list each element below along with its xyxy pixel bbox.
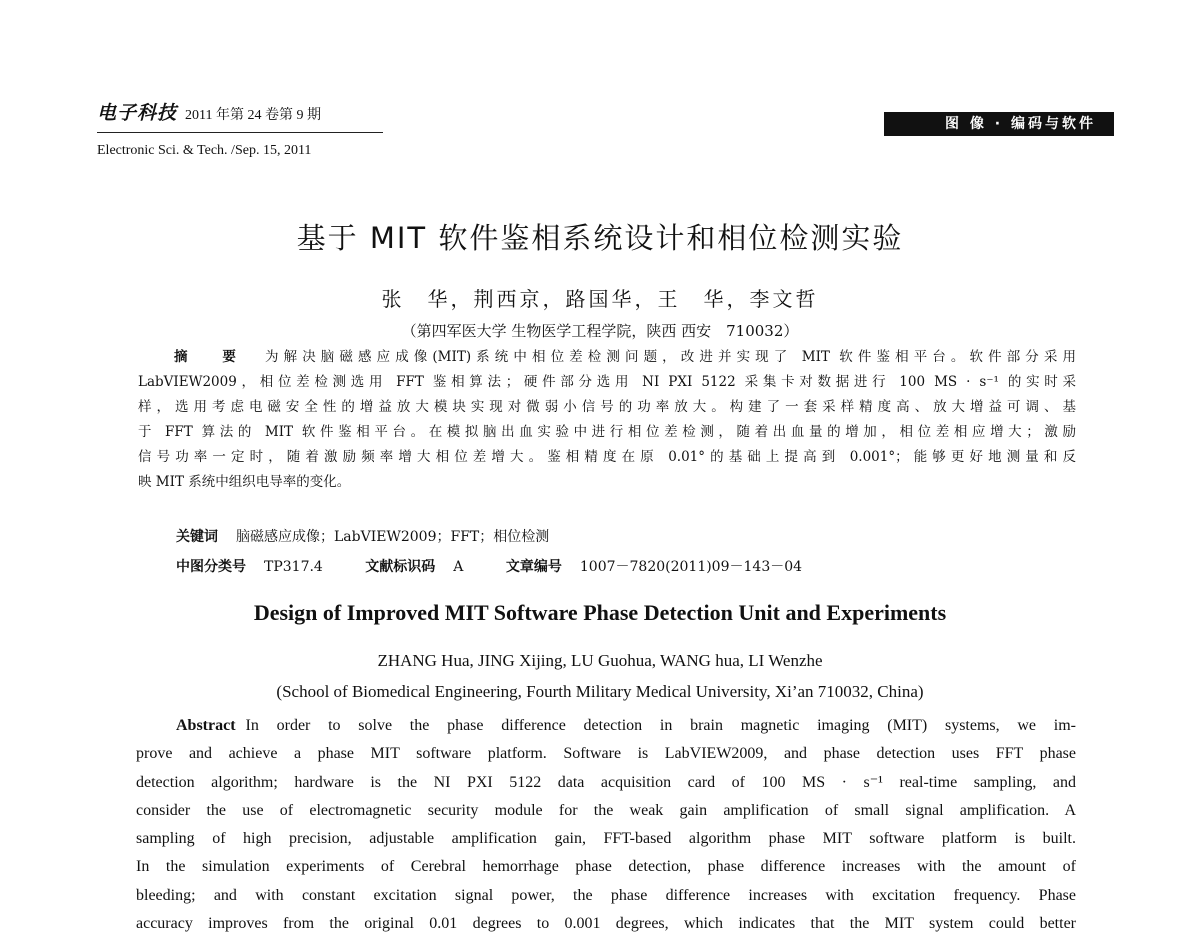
abstract-en-line: sampling of high precision, adjustable amplification gain, FFT-based algorithm phase MIT software platform is built. <box>136 830 1076 848</box>
journal-line <box>97 98 383 125</box>
journal-logo: 电子科技 <box>97 102 178 124</box>
abstract-cn-line: 摘 要 为解决脑磁感应成像(MIT)系统中相位差检测问题，改进并实现了 MIT 软件鉴相平台。软件部分采用 <box>174 349 1076 365</box>
journal-english-line: Electronic Sci. & Tech. /Sep. 15, 2011 <box>97 143 312 158</box>
abstract-cn-line: 映 MIT 系统中组织电导率的变化。 <box>138 474 351 490</box>
keywords-label: 关键词 <box>176 529 218 545</box>
abstract-cn-line: 于 FFT 算法的 MIT 软件鉴相平台。在模拟脑出血实验中进行相位差检测，随着出血量的增加，相位差相应增大；激励 <box>138 424 1076 440</box>
abstract-en-line: detection algorithm; hardware is the NI PXI 5122 data acquisition card of 100 MS · s⁻¹ real-time sampling, and <box>136 773 1076 791</box>
article-no-value: 1007－7820(2011)09－143－04 <box>579 559 803 575</box>
header-divider <box>97 132 383 133</box>
abstract-en-label: Abstract <box>176 717 236 734</box>
section-tag: 图 像 · 编码与软件 <box>884 112 1114 136</box>
abstract-en-line: bleeding; and with constant excitation signal power, the phase difference increases with excitation frequency. Phase <box>136 886 1076 904</box>
abstract-en-line: accuracy improves from the original 0.01 degrees to 0.001 degrees, which indicates that the MIT system could better <box>136 915 1076 933</box>
abstract-chinese <box>138 345 1076 495</box>
abstract-cn-label: 摘 要 <box>174 349 251 365</box>
clc-label: 中图分类号 <box>176 559 246 575</box>
affiliation-english: (School of Biomedical Engineering, Fourth Military Medical University, Xi’an 710032, China) <box>276 682 924 701</box>
abstract-cn-line: 信号功率一定时，随着激励频率增大相位差增大。鉴相精度在原 0.01°的基础上提高到 0.001°；能够更好地测量和反 <box>138 449 1076 465</box>
abstract-en-line: In the simulation experiments of Cerebral hemorrhage phase detection, phase difference increases with the amount of <box>136 858 1076 876</box>
abstract-en-line: consider the use of electromagnetic security module for the weak gain amplification of small signal amplification. A <box>136 801 1076 819</box>
abstract-english <box>136 712 1076 938</box>
abstract-en-line: prove and achieve a phase MIT software platform. Software is LabVIEW2009, and phase detection uses FFT phase <box>136 745 1076 763</box>
journal-issue: 2011 年第 24 卷第 9 期 <box>185 108 321 123</box>
keywords-value: 脑磁感应成像；LabVIEW2009；FFT；相位检测 <box>236 529 550 545</box>
journal-header <box>97 98 383 159</box>
authors-english: ZHANG Hua, JING Xijing, LU Guohua, WANG hua, LI Wenzhe <box>377 651 823 670</box>
keywords <box>176 526 549 546</box>
abstract-cn-line: 样，选用考虑电磁安全性的增益放大模块实现对微弱小信号的功率放大。构建了一套采样精度高、放大增益可调、基 <box>138 399 1076 415</box>
abstract-en-line: Abstract In order to solve the phase difference detection in brain magnetic imaging (MIT) systems, we im- <box>176 717 1076 734</box>
authors-chinese: 张 华，荆西京，路国华，王 华，李文哲 <box>381 287 819 311</box>
title-english: Design of Improved MIT Software Phase Detection Unit and Experiments <box>253 600 947 625</box>
doc-code-value: A <box>453 559 464 575</box>
doc-code-label: 文献标识码 <box>365 559 436 575</box>
article-no-label: 文章编号 <box>505 559 562 575</box>
title-chinese: 基于 MIT 软件鉴相系统设计和相位检测实验 <box>296 221 904 255</box>
clc-value: TP317.4 <box>264 559 323 575</box>
classification <box>176 556 802 576</box>
abstract-cn-line: LabVIEW2009，相位差检测选用 FFT 鉴相算法；硬件部分选用 NI PXI 5122 采集卡对数据进行 100 MS · s⁻¹ 的实时采 <box>138 374 1076 390</box>
affiliation-chinese: （第四军医大学 生物医学工程学院，陕西 西安 710032） <box>401 322 799 340</box>
